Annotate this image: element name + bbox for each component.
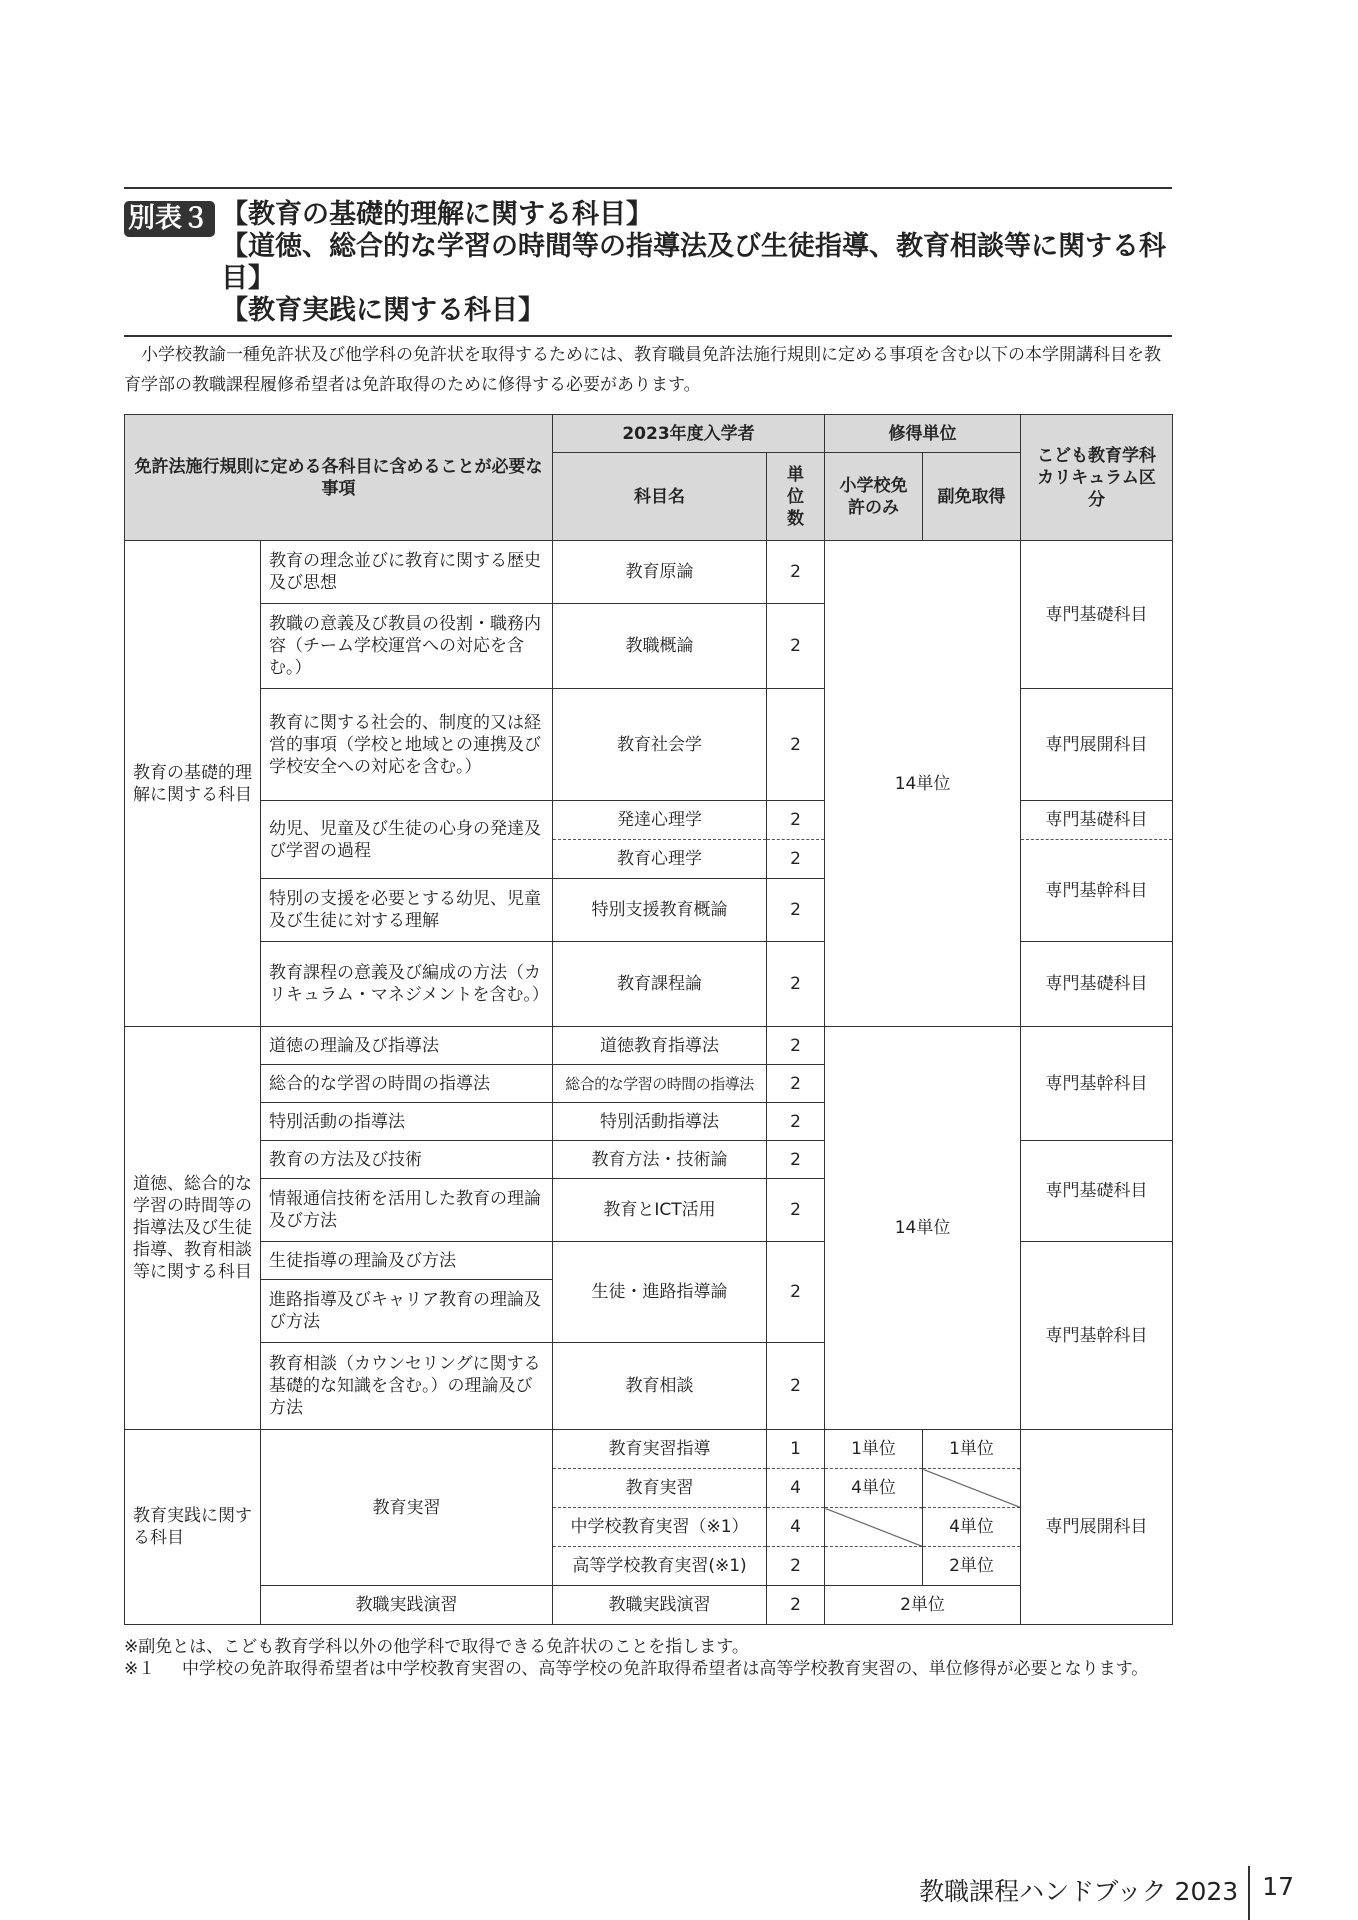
credit-cell: 2 — [767, 840, 825, 879]
credit-cell: 2 — [767, 1027, 825, 1065]
subject-cell: 教育実習指導 — [553, 1430, 767, 1469]
credit-cell: 2 — [767, 1103, 825, 1141]
matter-cell: 教育に関する社会的、制度的又は経営的事項（学校と地域との連携及び学校安全への対応を含む。） — [261, 689, 553, 801]
matter-cell: 特別の支援を必要とする幼児、児童及び生徒に対する理解 — [261, 879, 553, 942]
matter-cell: 教職の意義及び教員の役割・職務内容（チーム学校運営への対応を含む。） — [261, 604, 553, 689]
page-number: 17 — [1262, 1872, 1294, 1901]
credit-cell: 2 — [767, 1586, 825, 1625]
units-cell: 14単位 — [825, 541, 1021, 1027]
handbook-title: 教職課程ハンドブック 2023 — [919, 1877, 1239, 1906]
matter-cell: 教育課程の意義及び編成の方法（カリキュラム・マネジメントを含む。） — [261, 942, 553, 1027]
credit-cell: 2 — [767, 942, 825, 1027]
subject-cell: 教育実習 — [553, 1469, 767, 1508]
division-cell: 専門展開科目 — [1021, 689, 1173, 801]
header-matters: 免許法施行規則に定める各科目に含めることが必要な事項 — [125, 415, 553, 541]
table-row — [125, 1027, 1173, 1065]
matter-cell: 教育の理念並びに教育に関する歴史及び思想 — [261, 541, 553, 604]
subject-cell: 教職概論 — [553, 604, 767, 689]
subject-cell: 生徒・進路指導論 — [553, 1242, 767, 1343]
header-titles — [221, 199, 1172, 327]
empty-cell — [825, 1547, 923, 1586]
sub-units-cell: 4単位 — [923, 1508, 1021, 1547]
subject-cell: 高等学校教育実習(※1) — [553, 1547, 767, 1586]
matter-cell: 情報通信技術を活用した教育の理論及び方法 — [261, 1179, 553, 1242]
category-cell: 道徳、総合的な学習の時間等の指導法及び生徒指導、教育相談等に関する科目 — [125, 1027, 261, 1430]
division-cell: 専門基幹科目 — [1021, 1027, 1173, 1141]
elem-units-cell: 4単位 — [825, 1469, 923, 1508]
header-dept-division: こども教育学科カリキュラム区分 — [1021, 415, 1173, 541]
footnote-mark: ※１ — [124, 1659, 156, 1679]
credit-cell: 2 — [767, 1547, 825, 1586]
header-elem-only: 小学校免許のみ — [825, 453, 923, 541]
page-footer — [919, 1866, 1358, 1916]
units-cell: 14単位 — [825, 1027, 1021, 1430]
footnote-sub-license: ※副免とは、こども教育学科以外の他学科で取得できる免許状のことを指します。 — [124, 1637, 749, 1657]
course-table — [124, 414, 1173, 1625]
units-cell: 2単位 — [825, 1586, 1021, 1625]
elem-units-cell: 1単位 — [825, 1430, 923, 1469]
header-entry-year: 2023年度入学者 — [553, 415, 825, 453]
subject-cell: 発達心理学 — [553, 801, 767, 840]
subject-cell: 教育社会学 — [553, 689, 767, 801]
credit-cell: 2 — [767, 879, 825, 942]
matter-cell: 教育実習 — [261, 1430, 553, 1586]
division-cell: 専門基礎科目 — [1021, 1141, 1173, 1242]
credit-cell: 2 — [767, 541, 825, 604]
division-cell: 専門基礎科目 — [1021, 801, 1173, 840]
title-line-3: 【教育実践に関する科目】 — [221, 295, 545, 326]
credit-cell: 2 — [767, 1242, 825, 1343]
title-line-2: 【道徳、総合的な学習の時間等の指導法及び生徒指導、教育相談等に関する科目】 — [221, 231, 1166, 294]
credit-cell: 1 — [767, 1430, 825, 1469]
credit-cell: 2 — [767, 1065, 825, 1103]
table-badge: 別表３ — [124, 201, 215, 237]
footnotes — [124, 1636, 1172, 1680]
table-row — [125, 1430, 1173, 1469]
header-subject: 科目名 — [553, 453, 767, 541]
credit-cell: 4 — [767, 1508, 825, 1547]
subject-cell: 中学校教育実習（※1） — [553, 1508, 767, 1547]
subject-cell: 教育とICT活用 — [553, 1179, 767, 1242]
matter-cell: 幼児、児童及び生徒の心身の発達及び学習の過程 — [261, 801, 553, 879]
category-cell: 教育の基礎的理解に関する科目 — [125, 541, 261, 1027]
intro-text: 小学校教諭一種免許状及び他学科の免許状を取得するためには、教育職員免許法施行規則に定める事項を含む以下の本学開講科目を教育学部の教職課程履修希望者は免許取得のために修得する必要があります。 — [124, 345, 1161, 395]
table-row — [125, 541, 1173, 604]
page-header — [124, 187, 1172, 337]
subject-cell: 教育原論 — [553, 541, 767, 604]
subject-cell: 教育課程論 — [553, 942, 767, 1027]
credit-cell: 2 — [767, 604, 825, 689]
footer-divider — [1248, 1866, 1250, 1920]
matter-cell: 進路指導及びキャリア教育の理論及び方法 — [261, 1280, 553, 1343]
header-units-required: 修得単位 — [825, 415, 1021, 453]
diagonal-empty-cell — [923, 1469, 1021, 1508]
table-row — [125, 1586, 1173, 1625]
division-cell: 専門基幹科目 — [1021, 840, 1173, 942]
subject-cell: 総合的な学習の時間の指導法 — [553, 1065, 767, 1103]
subject-cell: 教職実践演習 — [553, 1586, 767, 1625]
subject-cell: 教育相談 — [553, 1343, 767, 1430]
credit-cell: 2 — [767, 689, 825, 801]
credit-cell: 2 — [767, 1141, 825, 1179]
division-cell: 専門基幹科目 — [1021, 1242, 1173, 1430]
sub-units-cell: 2単位 — [923, 1547, 1021, 1586]
subject-cell: 教育方法・技術論 — [553, 1141, 767, 1179]
matter-cell: 特別活動の指導法 — [261, 1103, 553, 1141]
division-cell: 専門基礎科目 — [1021, 942, 1173, 1027]
matter-cell: 教育の方法及び技術 — [261, 1141, 553, 1179]
matter-cell: 総合的な学習の時間の指導法 — [261, 1065, 553, 1103]
subject-cell: 道徳教育指導法 — [553, 1027, 767, 1065]
subject-cell: 特別支援教育概論 — [553, 879, 767, 942]
credit-cell: 2 — [767, 1179, 825, 1242]
subject-cell: 教育心理学 — [553, 840, 767, 879]
sub-units-cell: 1単位 — [923, 1430, 1021, 1469]
diagonal-empty-cell — [825, 1508, 923, 1547]
header-credits: 単位数 — [767, 453, 825, 541]
division-cell: 専門基礎科目 — [1021, 541, 1173, 689]
header-sub-license: 副免取得 — [923, 453, 1021, 541]
credit-cell: 4 — [767, 1469, 825, 1508]
matter-cell: 道徳の理論及び指導法 — [261, 1027, 553, 1065]
matter-cell: 生徒指導の理論及び方法 — [261, 1242, 553, 1280]
footnote-1 — [124, 1658, 1172, 1680]
credit-cell: 2 — [767, 1343, 825, 1430]
matter-cell: 教育相談（カウンセリングに関する基礎的な知識を含む。）の理論及び方法 — [261, 1343, 553, 1430]
matter-cell: 教職実践演習 — [261, 1586, 553, 1625]
category-cell: 教育実践に関する科目 — [125, 1430, 261, 1625]
subject-cell: 特別活動指導法 — [553, 1103, 767, 1141]
division-cell: 専門展開科目 — [1021, 1430, 1173, 1625]
credit-cell: 2 — [767, 801, 825, 840]
title-line-1: 【教育の基礎的理解に関する科目】 — [221, 199, 653, 230]
footnote-text: 中学校の免許取得希望者は中学校教育実習の、高等学校の免許取得希望者は高等学校教育実習の、単位修得が必要となります。 — [182, 1659, 1149, 1679]
